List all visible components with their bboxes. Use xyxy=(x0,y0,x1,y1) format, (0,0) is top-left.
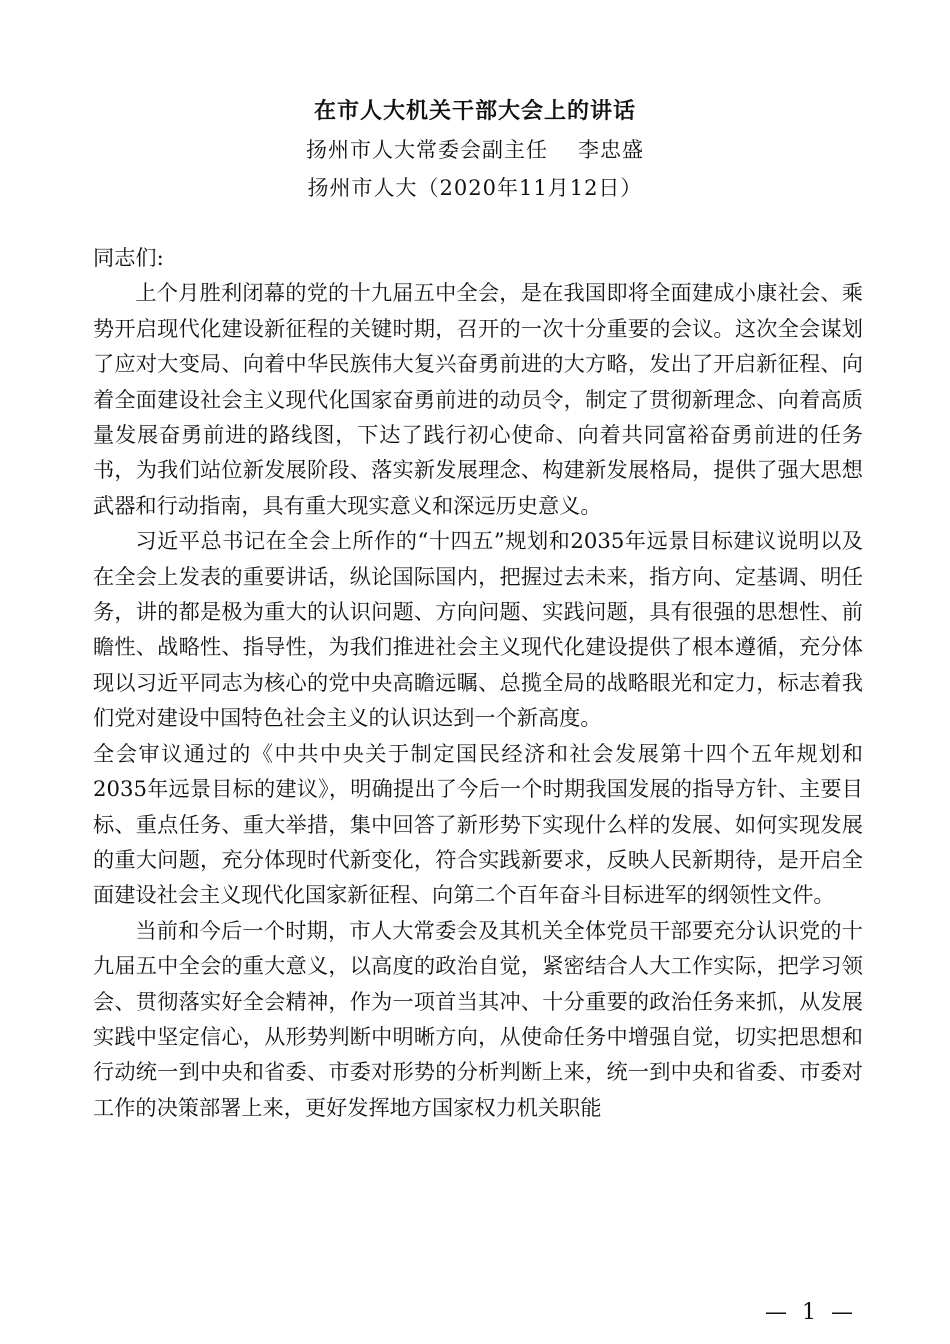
salutation: 同志们: xyxy=(93,245,164,270)
body-paragraph-1: 上个月胜利闭幕的党的十九届五中全会，是在我国即将全面建成小康社会、乘势开启现代化建设新征程的关键时期，召开的一次十分重要的会议。这次全会谋划了应对大变局、向着中华民族伟大复兴奋勇前进的大方略，发出了开启新征程、向着全面建设社会主义现代化国家奋勇前进的动员令，制定了贯彻新理念、向着高质量发展奋勇前进的路线图，下达了践行初心使命、向着共同富裕奋勇前进的任务书，为我们站位新发展阶段、落实新发展理念、构建新发展格局，提供了强大思想武器和行动指南，具有重大现实意义和深远历史意义。 xyxy=(93,280,863,518)
body-paragraph-4: 当前和今后一个时期，市人大常委会及其机关全体党员干部要充分认识党的十九届五中全会的重大意义，以高度的政治自觉，紧密结合人大工作实际，把学习领会、贯彻落实好全会精神，作为一项首当其冲、十分重要的政治任务来抓，从发展实践中坚定信心，从形势判断中明晰方向，从使命任务中增强自觉，切实把思想和行动统一到中央和省委、市委对形势的分析判断上来，统一到中央和省委、市委对工作的决策部署上来，更好发挥地方国家权力机关职能 xyxy=(93,917,863,1120)
body-paragraph-3: 全会审议通过的《中共中央关于制定国民经济和社会发展第十四个五年规划和2035年远景目标的建议》，明确提出了今后一个时期我国发展的指导方针、主要目标、重点任务、重大举措，集中回答了新形势下实现什么样的发展、如何实现发展的重大问题，充分体现时代新变化，符合实践新要求，反映人民新期待，是开启全面建设社会主义现代化国家新征程、向第二个百年奋斗目标进军的纲领性文件。 xyxy=(93,740,863,908)
page-number: — 1 — xyxy=(765,1300,857,1325)
author-title: 扬州市人大常委会副主任 xyxy=(306,138,548,162)
author-name: 李忠盛 xyxy=(578,138,644,162)
document-title: 在市人大机关干部大会上的讲话 xyxy=(313,98,636,124)
document-body xyxy=(93,240,863,1125)
body-paragraph-2: 习近平总书记在全会上所作的“十四五”规划和2035年远景目标建议说明以及在全会上发表的重要讲话，纵论国际国内，把握过去未来，指方向、定基调、明任务，讲的都是极为重大的认识问题、方向问题、实践问题，具有很强的思想性、前瞻性、战略性、指导性，为我们推进社会主义现代化建设提供了根本遵循，充分体现以习近平同志为核心的党中央高瞻远瞩、总揽全局的战略眼光和定力，标志着我们党对建设中国特色社会主义的认识达到一个新高度。 xyxy=(93,528,863,731)
document-author-line xyxy=(0,134,950,164)
document-source: 扬州市人大（2020年11月12日） xyxy=(307,176,643,200)
